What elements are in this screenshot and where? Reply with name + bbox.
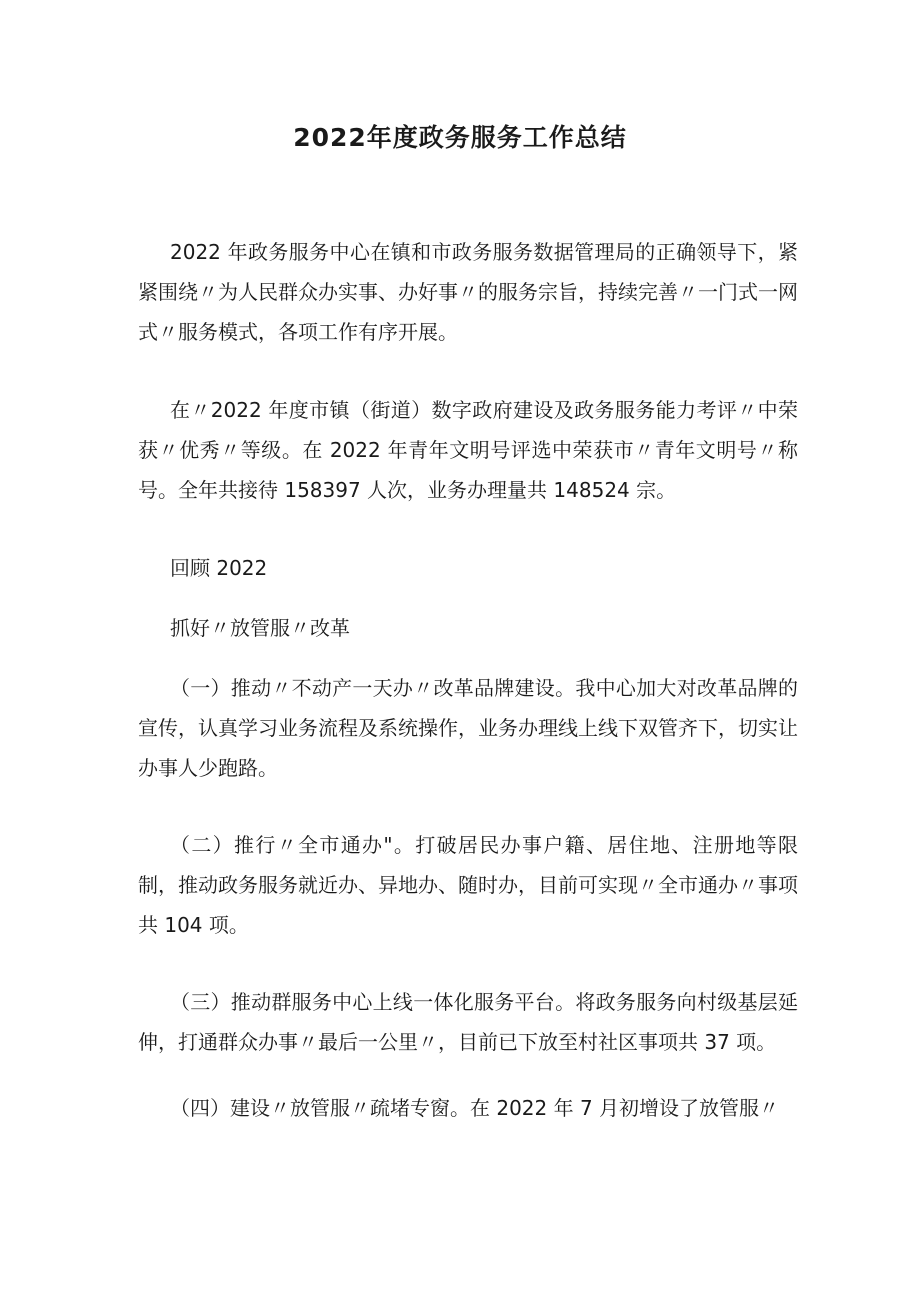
paragraph-item-4: （四）建设〃放管服〃疏堵专窗。在 2022 年 7 月初增设了放管服〃 bbox=[170, 1096, 780, 1120]
section-heading-review: 回顾 2022 bbox=[170, 556, 268, 580]
paragraph-item-2: （二）推行〃全市通办"。打破居民办事户籍、居住地、注册地等限制，推动政务服务就近办、异地办、随时办，目前可实现〃全市通办〃事项共 104 项。 bbox=[138, 833, 798, 937]
paragraph-item-1: （一）推动〃不动产一天办〃改革品牌建设。我中心加大对改革品牌的宣传，认真学习业务流程及系统操作，业务办理线上线下双管齐下，切实让办事人少跑路。 bbox=[138, 676, 798, 780]
section-heading-reform: 抓好〃放管服〃改革 bbox=[170, 616, 350, 640]
paragraph-intro: 2022 年政务服务中心在镇和市政务服务数据管理局的正确领导下，紧紧围绕〃为人民群众办实事、办好事〃的服务宗旨，持续完善〃一门式一网式〃服务模式，各项工作有序开展。 bbox=[138, 240, 798, 344]
document-title: 2022年度政务服务工作总结 bbox=[293, 123, 627, 152]
paragraph-item-3: （三）推动群服务中心上线一体化服务平台。将政务服务向村级基层延伸，打通群众办事〃最后一公里〃，目前已下放至村社区事项共 37 项。 bbox=[138, 990, 798, 1054]
paragraph-honors: 在〃2022 年度市镇（街道）数字政府建设及政务服务能力考评〃中荣获〃优秀〃等级。在 2022 年青年文明号评选中荣获市〃青年文明号〃称号。全年共接待 158397 人次，业务办理量共 148524 宗。 bbox=[138, 398, 798, 502]
